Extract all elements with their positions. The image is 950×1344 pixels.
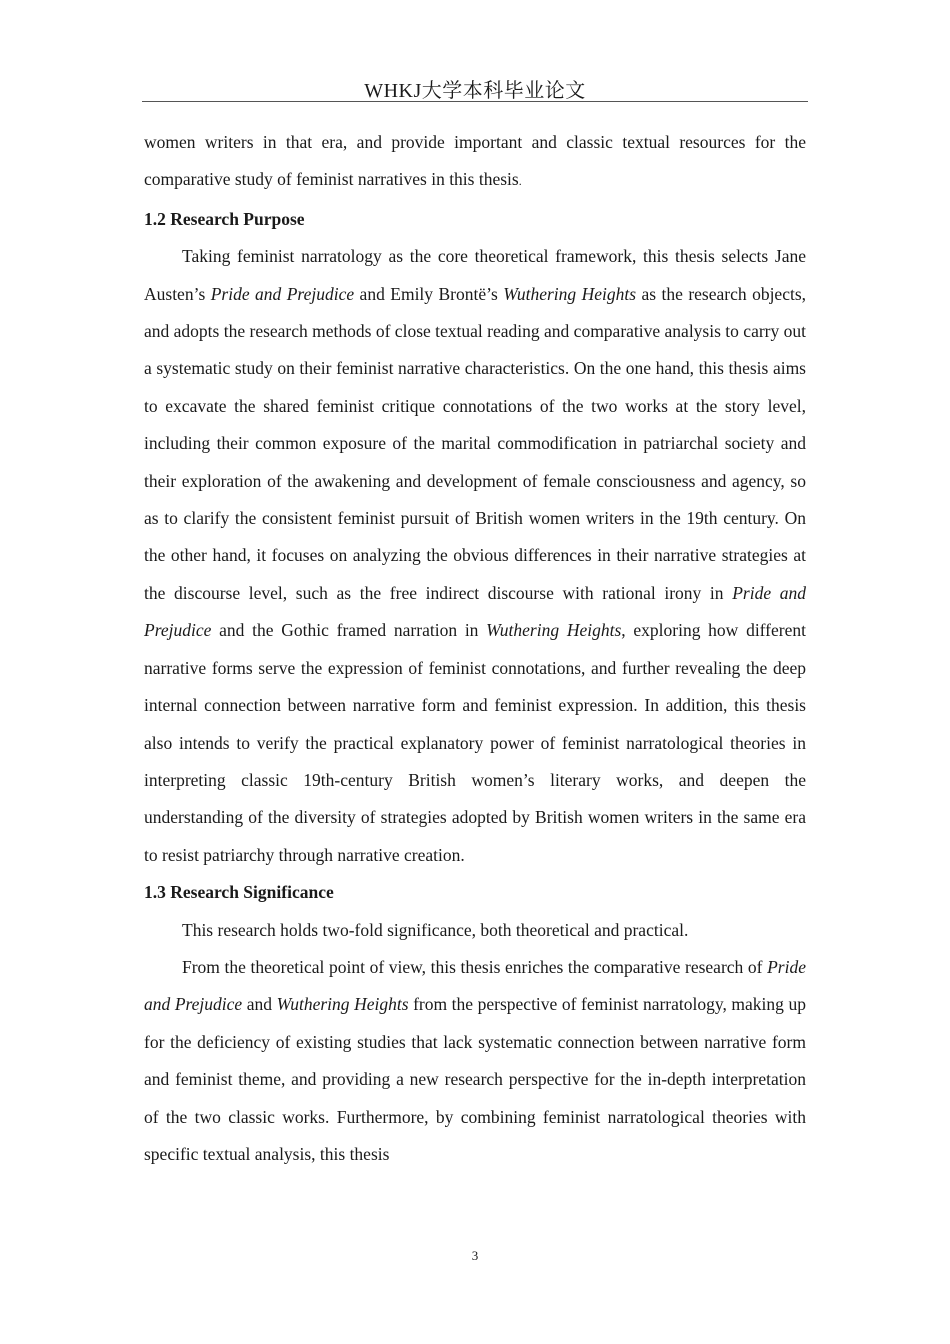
paragraph-text: as the research objects, and adopts the research methods of close textual reading and comparative analysis to carry out a systematic study on their feminist narrative characteristics. On the one hand, this thesis aims to excavate the shared feminist critique connotations of the two works at the story level, including their common exposure of the marital commodification in patriarchal society and their exploration of the awakening and development of female consciousness and agency, so as to clarify the consistent feminist pursuit of British women writers in the 19th century. On the other hand, it focuses on analyzing the obvious differences in their narrative strategies at the discourse level, such as the free indirect discourse with rational irony in [144, 283, 807, 603]
paragraph-text: and Emily Brontë’s [354, 283, 504, 304]
page-number: 3 [471, 1248, 479, 1263]
document-body [144, 124, 806, 1173]
book-title: Pride and Prejudice [144, 956, 806, 1015]
book-title: Wuthering Heights [486, 620, 622, 641]
paragraph-text: and the Gothic framed narration in [211, 620, 487, 641]
book-title: Pride and Prejudice [144, 582, 806, 641]
book-title: Wuthering Heights [503, 283, 637, 304]
paragraph-text: and [242, 994, 277, 1015]
header-divider [142, 101, 808, 102]
paragraph-text: , exploring how different narrative forms serve the expression of feminist connotations, and further revealing the deep internal connection between narrative form and feminist expression. In addition, this thesis also intends to verify the practical explanatory power of feminist narratological theories in interpreting classic 19th-century British women’s literary works, and deepen the understanding of the diversity of strategies adopted by British women writers in the same era to resist patriarchy through narrative creation. [144, 620, 806, 865]
page-header-title: WHKJ大学本科毕业论文 [364, 80, 586, 102]
paragraph-research-purpose [144, 238, 806, 874]
section-heading-research-purpose: 1.2 Research Purpose [144, 208, 305, 229]
paragraph-text: Taking feminist narratology as the core theoretical framework, this thesis selects Jane Austen’s [144, 246, 806, 304]
paragraph-text: . [518, 174, 522, 189]
book-title: Wuthering Heights [276, 994, 409, 1015]
paragraph-text: This research holds two-fold significance, both theoretical and practical. [182, 919, 689, 940]
paragraph-text: women writers in that era, and provide important and classic textual resources for the comparative study of feminist narratives in this thesis [144, 132, 806, 190]
book-title: Pride and Prejudice [210, 283, 355, 304]
paragraph-continuation [144, 124, 806, 201]
section-heading-research-significance: 1.3 Research Significance [144, 882, 334, 903]
paragraph-theoretical-significance [144, 949, 806, 1173]
paragraph-text: From the theoretical point of view, this thesis enriches the comparative research of [182, 956, 768, 977]
paragraph-significance-intro [144, 912, 806, 949]
paragraph-text: from the perspective of feminist narratology, making up for the deficiency of existing studies that lack systematic connection between narrative form and feminist theme, and providing a new research perspective for the in-depth interpretation of the two classic works. Furthermore, by combining feminist narratological theories with specific textual analysis, this thesis [144, 994, 806, 1164]
